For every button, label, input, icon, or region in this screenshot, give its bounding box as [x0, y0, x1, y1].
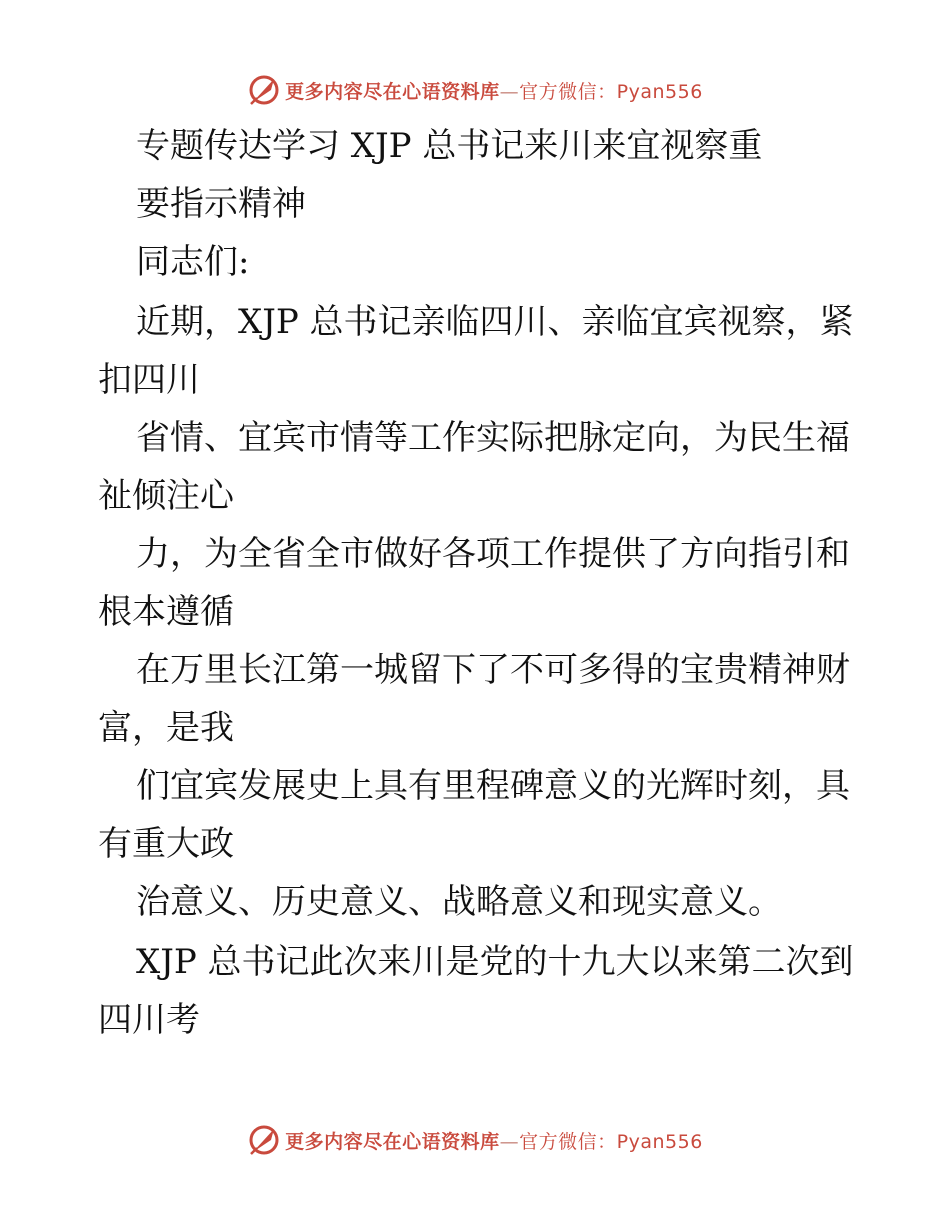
body-line: 扣四川 [98, 360, 200, 400]
body-line: 在万里长江第一城留下了不可多得的宝贵精神财 [136, 650, 850, 690]
body-line: XJP 总书记此次来川是党的十九大以来第二次到 [136, 942, 854, 982]
body-line: 祉倾注心 [98, 476, 234, 516]
watermark-text [285, 1127, 703, 1154]
watermark-contact: 官方微信：Pyan556 [519, 80, 703, 103]
body-line: 治意义、历史意义、战略意义和现实意义。 [136, 882, 782, 922]
salutation: 同志们: [136, 242, 250, 282]
watermark-label: 更多内容尽在心语资料库 [285, 80, 500, 103]
watermark-text [285, 77, 703, 104]
watermark-separator: — [499, 80, 520, 103]
red-quill-logo-icon [247, 73, 281, 107]
document-title-line-1: 专题传达学习 XJP 总书记来川来宜视察重 [136, 126, 763, 166]
body-line: 四川考 [98, 1000, 200, 1040]
watermark-label: 更多内容尽在心语资料库 [285, 1130, 500, 1153]
body-line: 富，是我 [98, 708, 234, 748]
watermark-separator: — [499, 1130, 520, 1153]
body-line: 们宜宾发展史上具有里程碑意义的光辉时刻，具 [136, 766, 850, 806]
document-title-line-2: 要指示精神 [136, 184, 306, 224]
body-line: 近期，XJP 总书记亲临四川、亲临宜宾视察，紧 [136, 302, 854, 342]
header-watermark-banner [0, 70, 950, 110]
body-line: 省情、宜宾市情等工作实际把脉定向，为民生福 [136, 418, 850, 458]
watermark-contact: 官方微信：Pyan556 [519, 1130, 703, 1153]
body-line: 有重大政 [98, 824, 234, 864]
footer-watermark-banner [0, 1120, 950, 1160]
body-line: 根本遵循 [98, 592, 234, 632]
red-quill-logo-icon [247, 1123, 281, 1157]
body-line: 力，为全省全市做好各项工作提供了方向指引和 [136, 534, 850, 574]
